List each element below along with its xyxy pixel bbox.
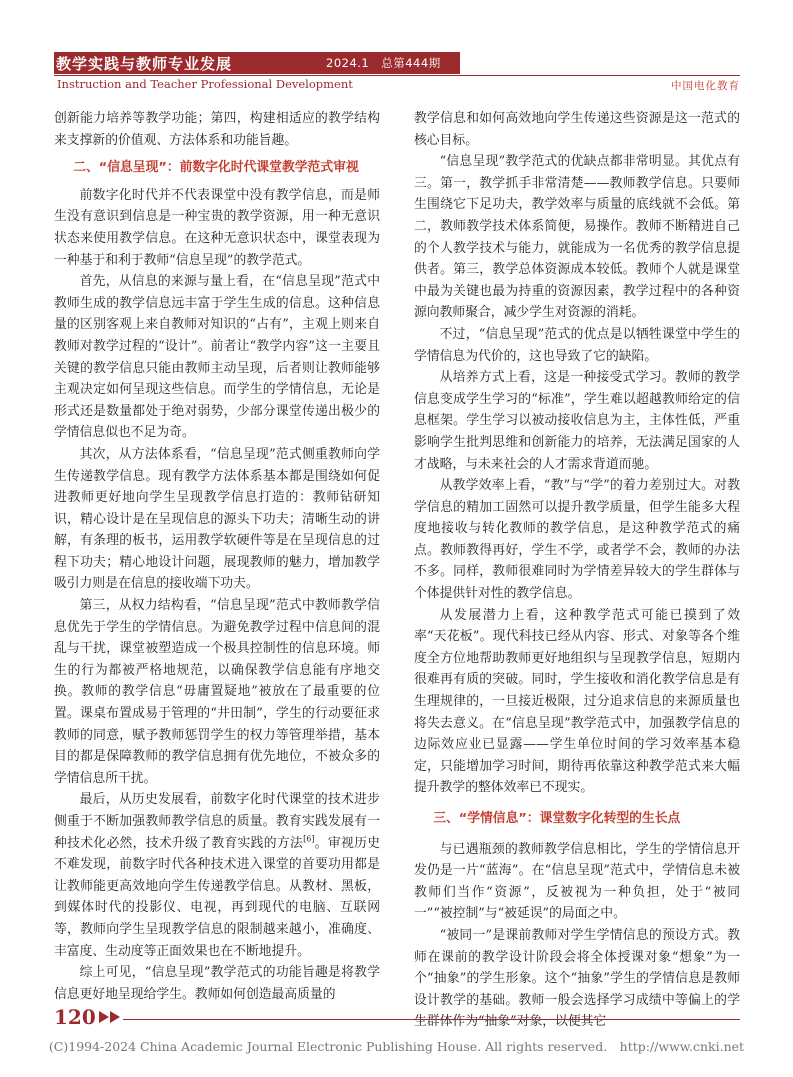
- section-heading-2: 二、“信息呈现”：前数字化时代课堂教学范式审视: [73, 160, 359, 176]
- page-arrow-icon: [99, 1011, 121, 1023]
- paragraph-text: 。审视历史不难发现，前数字时代各种技术进入课堂的首要功用都是让教师能更高效地向学生传递教学信息。从教材、黑板，到媒体时代的投影仪、电视，再到现代的电脑、互联网等，教师向学生呈现教学信息的限制越来越小，准确度、丰富度、生动度等正面效果也在不断地提升。: [54, 835, 381, 959]
- paragraph: 第三，从权力结构看，“信息呈现”范式中教师教学信息优先于学生的学情信息。为避免教学过程中信息间的混乱与干扰，课堂被塑造成一个极具控制性的信息环境。师生的行为都被严格地规范，以确保教学信息能有序地交换。教师的教学信息“毋庸置疑地”被放在了最重要的位置。课桌布置成易于管理的“井田制”，学生的行动要征求教师的同意，赋予教师惩罚学生的权力等管理举措，基本目的都是保障教师的教学信息拥有优先地位，不被众多的学情信息所干扰。: [54, 598, 380, 786]
- paragraph: 从培养方式上看，这是一种接受式学习。教师的教学信息变成学生学习的“标准”，学生难以超越教师给定的信息框架。学生学习以被动接收信息为主，主体性低，严重影响学生批判思维和创新能力的培养，无法满足国家的人才战略，与未来社会的人才需求背道而驰。: [414, 370, 740, 472]
- paragraph: 教学信息和如何高效地向学生传递这些资源是这一范式的核心目标。: [414, 111, 740, 148]
- paragraph: 不过，“信息呈现”范式的优点是以牺牲课堂中学生的学情信息为代价的，这也导致了它的缺陷。: [414, 326, 740, 364]
- paragraph: 前数字化时代并不代表课堂中没有教学信息，而是师生没有意识到信息是一种宝贵的教学资源，用一种无意识状态来使用教学信息。在这种无意识状态中，课堂表现为一种基于和利于教师“信息呈现”的教学范式。: [54, 187, 380, 268]
- footer-rule: [54, 1019, 740, 1020]
- section-title: 教学实践与教师专业发展: [56, 54, 233, 73]
- page-number: 120: [54, 1005, 96, 1029]
- copyright-notice: (C)1994-2024 China Academic Journal Electronic Publishing House. All rights reserved. http://www.cnki.net: [48, 1039, 745, 1054]
- paragraph: 综上可见，“信息呈现”教学范式的功能旨趣是将教学信息更好地呈现给学生。教师如何创造最高质量的: [54, 965, 380, 1002]
- right-column: [414, 108, 740, 1033]
- paragraph-text: 最后，从历史发展看，前数字化时代课堂的技术进步侧重于不断加强教师教学信息的质量。教育实践发展有一种技术化必然，技术升级了教育实践的方法: [54, 792, 380, 851]
- journal-name: 中国电化教育: [671, 80, 740, 92]
- section-title-en: Instruction and Teacher Professional Development: [57, 77, 353, 91]
- paragraph: 与已遇瓶颈的教师教学信息相比，学生的学情信息开发仍是一片“蓝海”。在“信息呈现”范式中，学情信息未被教师们当作“资源”，反被视为一种负担，处于“被同一”“被控制”与“被延误”的局面之中。: [414, 841, 740, 922]
- paragraph: 创新能力培养等教学功能；第四，构建相适应的教学结构来支撑新的价值观、方法体系和功能旨趣。: [54, 111, 380, 148]
- paragraph: [54, 789, 380, 962]
- left-column: [54, 108, 380, 1005]
- issue-label: 2024.1 总第444期: [326, 56, 441, 70]
- page-number-block: [54, 1005, 123, 1029]
- header-rule: [54, 75, 740, 76]
- citation-marker: [6]: [303, 834, 315, 844]
- paragraph: 首先，从信息的来源与量上看，在“信息呈现”范式中教师生成的教学信息远丰富于学生生成的信息。这种信息量的区别客观上来自教师对知识的“占有”，主观上则来自教师对教学过程的“设计”。前者让“教学内容”这一主要且关键的教学信息只能由教师主动呈现，后者则让教师能够主观决定如何呈现这些信息。而学生的学情信息，无论是形式还是数量都处于绝对弱势，少部分课堂传递出极少的学情信息似也不足为奇。: [54, 274, 380, 441]
- paragraph: 从教学效率上看，“教”与“学”的着力差别过大。对教学信息的精加工固然可以提升教学质量，但学生能多大程度地接收与转化教师的教学信息，是这种教学范式的痛点。教师教得再好，学生不学，或者学不会，教师的办法不多。同样，教师很难同时为学情差异较大的学生群体与个体提供针对性的教学信息。: [414, 478, 740, 602]
- paragraph: “被同一”是课前教师对学生学情信息的预设方式。教师在课前的教学设计阶段会将全体授课对象“想象”为一个“抽象”的学生形象。这个“抽象”学生的学情信息是教师设计教学的基础。教师一般会选择学习成绩中等偏上的学生群体作为“抽象”对象，以便其它: [414, 927, 740, 1030]
- section-banner: [54, 52, 460, 74]
- section-heading-3: 三、“学情信息”：课堂数字化转型的生长点: [433, 811, 681, 826]
- paragraph: “信息呈现”教学范式的优缺点都非常明显。其优点有三。第一，教学抓手非常清楚——教师教学信息。只要师生围绕它下足功夫，教学效率与质量的底线就不会低。第二，教师教学技术体系简便，易操作。教师不断精进自己的个人教学技术与能力，就能成为一名优秀的教学信息提供者。第三，教学总体资源成本较低。教师个人就是课堂中最为关键也最为持重的资源因素，教学过程中的各种资源向教师聚合，减少学生对资源的消耗。: [414, 154, 740, 321]
- paragraph: 从发展潜力上看，这种教学范式可能已摸到了效率“天花板”。现代科技已经从内容、形式、对象等各个维度全方位地帮助教师更好地组织与呈现教学信息，短期内很难再有质的突破。同时，学生接收和消化教学信息是有生理规律的，一旦接近极限，过分追求信息的来源质量也将失去意义。在“信息呈现”教学范式中，加强教学信息的边际效应业已显露——学生单位时间的学习效率基本稳定，只能增加学习时间，期待再依靠这种教学范式来大幅提升教学的整体效率已不现实。: [414, 607, 740, 796]
- paragraph: 其次，从方法体系看，“信息呈现”范式侧重教师向学生传递教学信息。现有教学方法体系基本都是围绕如何促进教师更好地向学生呈现教学信息打造的：教师钻研知识，精心设计是在呈现信息的源头下功夫；清晰生动的讲解，有条理的板书，运用教学软硬件等是在呈现信息的过程下功夫；精心地设计问题，展现教师的魅力，增加教学吸引力则是在信息的接收端下功夫。: [54, 446, 380, 592]
